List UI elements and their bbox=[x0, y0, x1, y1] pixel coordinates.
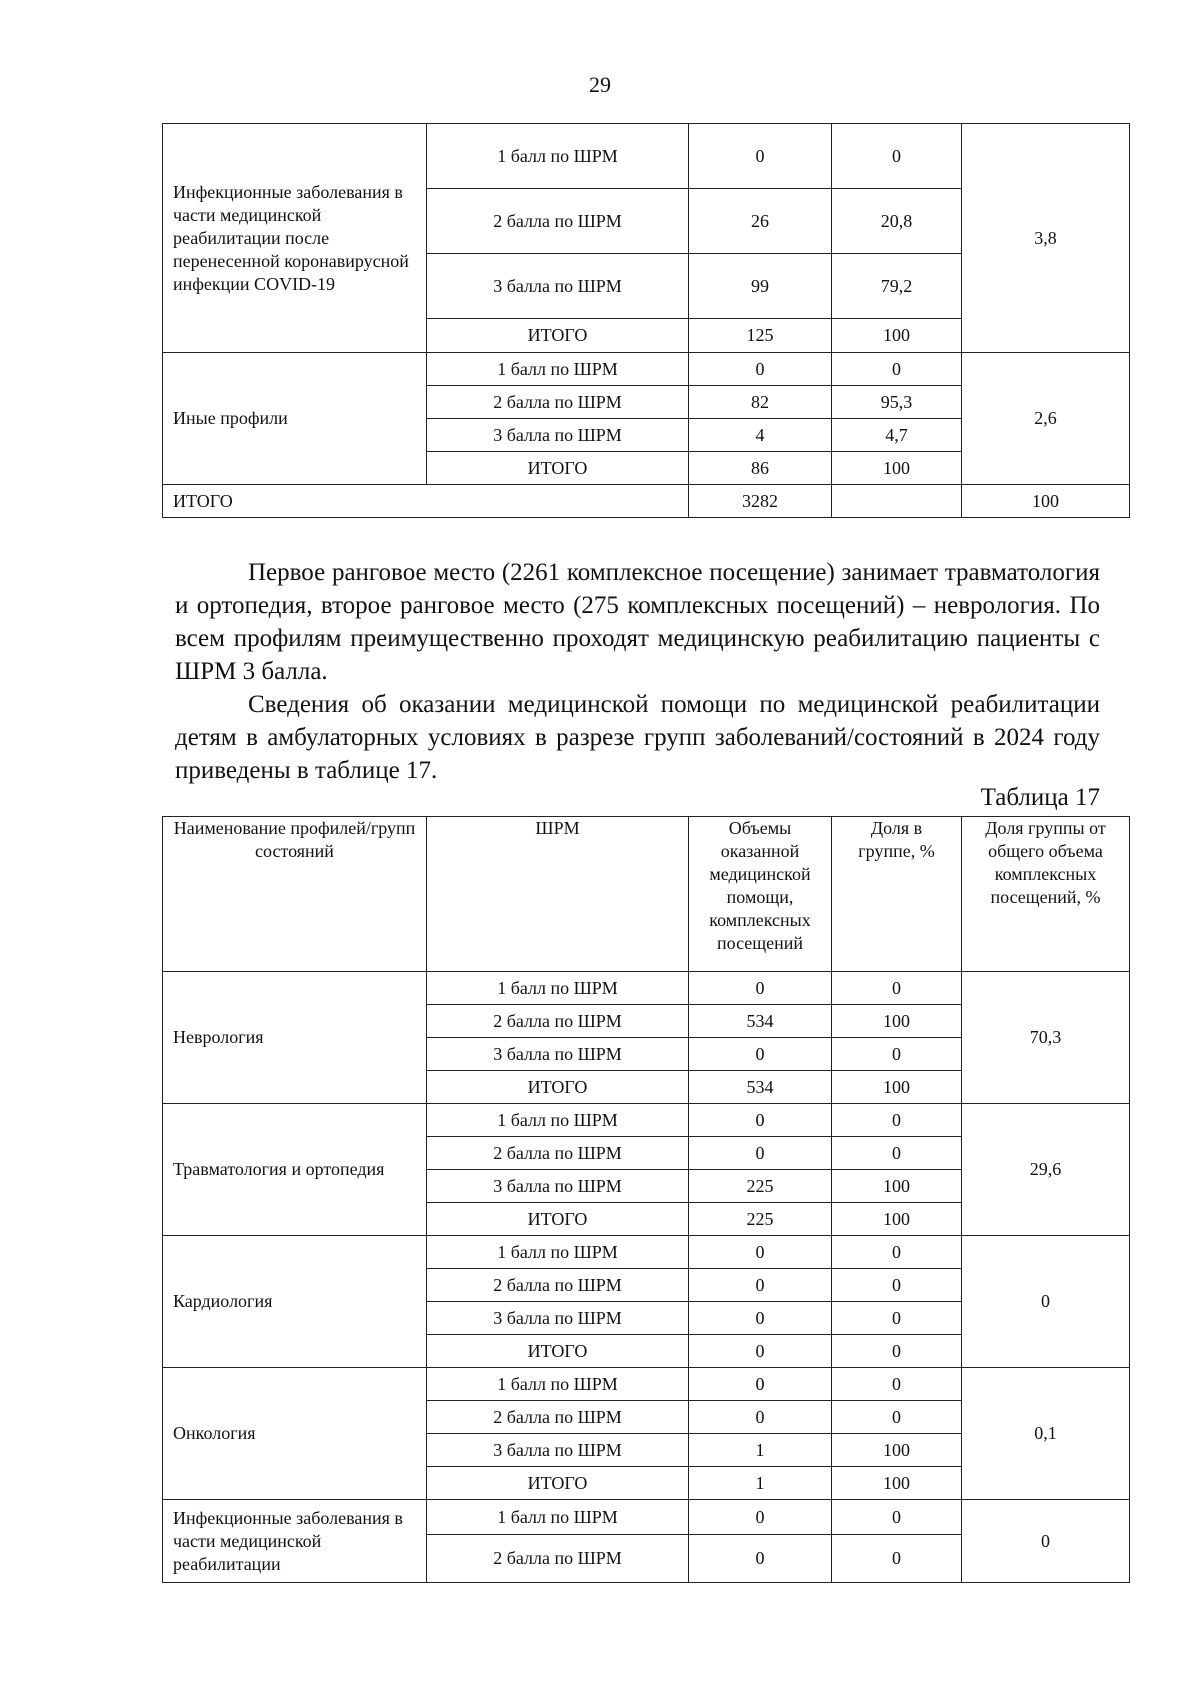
table-row bbox=[163, 1368, 1130, 1401]
pct-cell: 0 bbox=[832, 124, 962, 189]
group-name: Иные профили bbox=[163, 353, 427, 485]
volume-cell: 534 bbox=[689, 1071, 832, 1104]
table-row bbox=[163, 124, 1130, 189]
volume-cell: 0 bbox=[689, 1535, 832, 1583]
group-share: 3,8 bbox=[962, 124, 1130, 353]
pct-cell: 95,3 bbox=[832, 386, 962, 419]
volume-cell: 1 bbox=[689, 1467, 832, 1500]
volume-cell: 0 bbox=[689, 1500, 832, 1535]
pct-cell: 4,7 bbox=[832, 419, 962, 452]
shrm-cell: 1 балл по ШРМ bbox=[427, 1236, 689, 1269]
pct-cell: 0 bbox=[832, 1500, 962, 1535]
group-share: 70,3 bbox=[962, 972, 1130, 1104]
page-number: 29 bbox=[589, 72, 611, 97]
shrm-cell: 1 балл по ШРМ bbox=[427, 1368, 689, 1401]
pct-cell: 100 bbox=[832, 1170, 962, 1203]
shrm-cell: 3 балла по ШРМ bbox=[427, 1038, 689, 1071]
group-name: Инфекционные заболевания в части медицинской реабилитации bbox=[163, 1500, 427, 1583]
header-profile: Наименование профилей/групп состояний bbox=[163, 817, 427, 972]
table-row bbox=[163, 1236, 1130, 1269]
shrm-cell: 3 балла по ШРМ bbox=[427, 1302, 689, 1335]
volume-cell: 26 bbox=[689, 189, 832, 254]
table-17 bbox=[162, 816, 1130, 1583]
pct-cell: 0 bbox=[832, 1269, 962, 1302]
volume-cell: 0 bbox=[689, 972, 832, 1005]
table-row bbox=[163, 972, 1130, 1005]
shrm-cell: 1 балл по ШРМ bbox=[427, 1104, 689, 1137]
shrm-cell: ИТОГО bbox=[427, 1071, 689, 1104]
pct-cell: 100 bbox=[832, 1467, 962, 1500]
volume-cell: 99 bbox=[689, 254, 832, 319]
pct-cell: 100 bbox=[832, 319, 962, 353]
pct-cell: 100 bbox=[832, 1005, 962, 1038]
volume-cell: 0 bbox=[689, 124, 832, 189]
pct-cell: 100 bbox=[832, 452, 962, 485]
shrm-cell: ИТОГО bbox=[427, 1203, 689, 1236]
group-name: Неврология bbox=[163, 972, 427, 1104]
shrm-cell: 1 балл по ШРМ bbox=[427, 972, 689, 1005]
shrm-cell: 1 балл по ШРМ bbox=[427, 1500, 689, 1535]
group-share: 29,6 bbox=[962, 1104, 1130, 1236]
table-row bbox=[163, 353, 1130, 386]
volume-cell: 82 bbox=[689, 386, 832, 419]
group-name: Онкология bbox=[163, 1368, 427, 1500]
volume-cell: 0 bbox=[689, 1236, 832, 1269]
group-name: Инфекционные заболевания в части медицинской реабилитации после перенесенной коронавирусной инфекции COVID-19 bbox=[163, 124, 427, 353]
header-share: Доля группы от общего объема комплексных посещений, % bbox=[962, 817, 1130, 972]
pct-cell: 20,8 bbox=[832, 189, 962, 254]
volume-cell: 0 bbox=[689, 1335, 832, 1368]
paragraph-table-intro: Сведения об оказании медицинской помощи по медицинской реабилитации детям в амбулаторных условиях в разрезе групп заболеваний/состояний в 2024 году приведены в таблице 17. bbox=[175, 691, 1100, 784]
volume-cell: 0 bbox=[689, 1269, 832, 1302]
header-shrm: ШРМ bbox=[427, 817, 689, 972]
total-volume: 3282 bbox=[689, 485, 832, 518]
shrm-cell: 3 балла по ШРМ bbox=[427, 1170, 689, 1203]
volume-cell: 1 bbox=[689, 1434, 832, 1467]
volume-cell: 86 bbox=[689, 452, 832, 485]
shrm-cell: 1 балл по ШРМ bbox=[427, 124, 689, 189]
group-share: 2,6 bbox=[962, 353, 1130, 485]
volume-cell: 534 bbox=[689, 1005, 832, 1038]
table-row bbox=[163, 1104, 1130, 1137]
shrm-cell: 3 балла по ШРМ bbox=[427, 1434, 689, 1467]
shrm-cell: 2 балла по ШРМ bbox=[427, 1005, 689, 1038]
shrm-cell: 2 балла по ШРМ bbox=[427, 1401, 689, 1434]
volume-cell: 0 bbox=[689, 1104, 832, 1137]
total-label: ИТОГО bbox=[163, 485, 689, 518]
volume-cell: 125 bbox=[689, 319, 832, 353]
pct-cell: 0 bbox=[832, 1335, 962, 1368]
table-row bbox=[163, 1500, 1130, 1535]
pct-cell: 0 bbox=[832, 1137, 962, 1170]
pct-cell: 0 bbox=[832, 1236, 962, 1269]
volume-cell: 0 bbox=[689, 353, 832, 386]
volume-cell: 0 bbox=[689, 1302, 832, 1335]
pct-cell: 0 bbox=[832, 1401, 962, 1434]
pct-cell: 0 bbox=[832, 1302, 962, 1335]
group-share: 0,1 bbox=[962, 1368, 1130, 1500]
volume-cell: 0 bbox=[689, 1137, 832, 1170]
pct-cell: 79,2 bbox=[832, 254, 962, 319]
group-share: 0 bbox=[962, 1236, 1130, 1368]
pct-cell: 0 bbox=[832, 1368, 962, 1401]
pct-cell: 0 bbox=[832, 972, 962, 1005]
total-pct bbox=[832, 485, 962, 518]
shrm-cell: ИТОГО bbox=[427, 1467, 689, 1500]
header-volume: Объемы оказанной медицинской помощи, комплексных посещений bbox=[689, 817, 832, 972]
pct-cell: 100 bbox=[832, 1203, 962, 1236]
continued-table bbox=[162, 123, 1130, 518]
header-pct: Доля в группе, % bbox=[832, 817, 962, 972]
pct-cell: 0 bbox=[832, 353, 962, 386]
volume-cell: 0 bbox=[689, 1368, 832, 1401]
group-name: Кардиология bbox=[163, 1236, 427, 1368]
table-total-row bbox=[163, 485, 1130, 518]
paragraph-ranking: Первое ранговое место (2261 комплексное посещение) занимает травматология и ортопедия, второе ранговое место (275 комплексных посещений) – неврология. По всем профилям преимущественно проходят медицинскую реабилитацию пациенты с ШРМ 3 балла. bbox=[175, 559, 1100, 685]
shrm-cell: 1 балл по ШРМ bbox=[427, 353, 689, 386]
volume-cell: 225 bbox=[689, 1203, 832, 1236]
volume-cell: 4 bbox=[689, 419, 832, 452]
pct-cell: 0 bbox=[832, 1535, 962, 1583]
shrm-cell: 2 балла по ШРМ bbox=[427, 189, 689, 254]
shrm-cell: ИТОГО bbox=[427, 1335, 689, 1368]
volume-cell: 0 bbox=[689, 1038, 832, 1071]
pct-cell: 0 bbox=[832, 1104, 962, 1137]
pct-cell: 100 bbox=[832, 1071, 962, 1104]
group-name: Травматология и ортопедия bbox=[163, 1104, 427, 1236]
shrm-cell: 3 балла по ШРМ bbox=[427, 254, 689, 319]
volume-cell: 0 bbox=[689, 1401, 832, 1434]
volume-cell: 225 bbox=[689, 1170, 832, 1203]
shrm-cell: ИТОГО bbox=[427, 452, 689, 485]
group-share: 0 bbox=[962, 1500, 1130, 1583]
total-share: 100 bbox=[962, 485, 1130, 518]
shrm-cell: 2 балла по ШРМ bbox=[427, 386, 689, 419]
shrm-cell: 3 балла по ШРМ bbox=[427, 419, 689, 452]
table-header-row bbox=[163, 817, 1130, 972]
table-label: Таблица 17 bbox=[980, 784, 1100, 811]
pct-cell: 100 bbox=[832, 1434, 962, 1467]
shrm-cell: 2 балла по ШРМ bbox=[427, 1269, 689, 1302]
shrm-cell: ИТОГО bbox=[427, 319, 689, 353]
shrm-cell: 2 балла по ШРМ bbox=[427, 1137, 689, 1170]
pct-cell: 0 bbox=[832, 1038, 962, 1071]
shrm-cell: 2 балла по ШРМ bbox=[427, 1535, 689, 1583]
